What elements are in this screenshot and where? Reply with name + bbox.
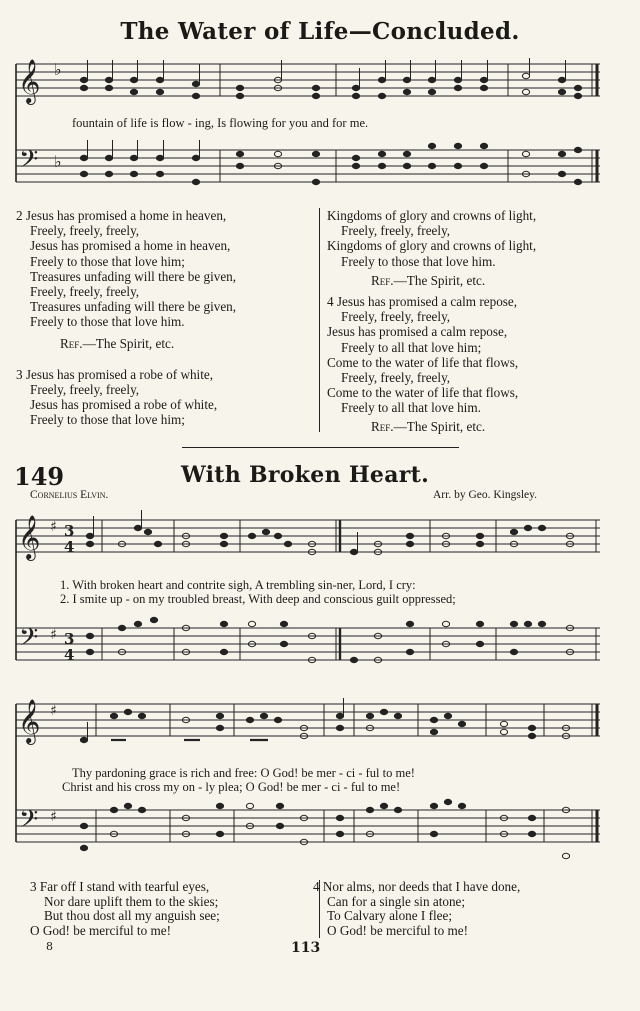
time-signature-top: 3 [64, 522, 75, 540]
bass-clef-icon: 𝄢 [19, 145, 39, 180]
treble-notes [86, 510, 573, 555]
lyric-line-verse-1: Thy pardoning grace is rich and free: O God! be mer - ci - ful to me! [72, 766, 415, 780]
bass-clef-icon: 𝄢 [19, 623, 39, 658]
hymn-title: With Broken Heart. [181, 462, 430, 488]
time-signature-bottom: 4 [64, 538, 75, 556]
verse-3-continued: Kingdoms of glory and crowns of light, Freely, freely, freely, Kingdoms of glory and crowns of light, Freely to those that love him. Ref.—The Spirit, etc. [327, 208, 537, 288]
bass-clef-icon: 𝄢 [19, 805, 39, 840]
page-title: The Water of Life—Concluded. [120, 18, 520, 45]
bass-notes [80, 140, 581, 185]
hymn-number: 149 [14, 462, 65, 491]
verse-3-hymn-149: 3 Far off I stand with tearful eyes, Nor dare uplift them to the skies; But thou dost all my anguish see; O God! be merciful to me! [30, 879, 220, 938]
sharp-icon: ♯ [50, 519, 57, 535]
lyric-line-verse-1: 1. With broken heart and contrite sigh, A trembling sin-ner, Lord, I cry: [60, 578, 416, 592]
bass-notes [86, 617, 573, 662]
time-signature-bottom: 4 [64, 646, 75, 664]
author-credit: Cornelius Elvin. [30, 489, 109, 501]
verse-column-right [327, 208, 536, 434]
treble-clef-icon: 𝄞 [18, 699, 41, 743]
flat-icon: ♭ [54, 152, 62, 171]
lyric-line-verse-2: 2. I smite up - on my troubled breast, With deep and conscious guilt oppressed; [60, 592, 456, 606]
verse-4-hymn-149: 4 Nor alms, nor deeds that I have done, Can for a single sin atone; To Calvary alone I flee; O God! be merciful to me! [313, 879, 521, 938]
sharp-icon: ♯ [50, 627, 57, 643]
column-divider [319, 208, 320, 432]
section-divider [182, 447, 459, 448]
flat-icon: ♭ [54, 60, 62, 79]
arranger-credit: Arr. by Geo. Kingsley. [433, 489, 538, 501]
verse-2: 2 Jesus has promised a home in heaven, Freely, freely, freely, Jesus has promised a home in heaven, Freely to those that love him; Treasures unfading will there be given, Freely, freely, freely, Treasures unfading will there be given, Freely to those that love him. Ref.—The Spirit, etc. [16, 208, 237, 351]
lyric-line: fountain of life is flow - ing, Is flowing for you and for me. [72, 116, 369, 130]
lyric-line-verse-2: Christ and his cross my on - ly plea; O God! be mer - ci - ful to me! [62, 780, 401, 794]
verse-3: 3 Jesus has promised a robe of white, Freely, freely, freely, Jesus has promised a robe of white, Freely to those that love him; [16, 366, 218, 428]
sharp-icon: ♯ [50, 703, 57, 719]
sharp-icon: ♯ [50, 809, 57, 825]
treble-clef-icon: 𝄞 [18, 59, 41, 103]
page-number: 113 [291, 940, 321, 956]
bass-notes [80, 799, 569, 858]
verse-column-left [16, 208, 236, 428]
time-signature-top: 3 [64, 630, 75, 648]
printer-signature: 8 [46, 940, 53, 953]
verse-4: 4 Jesus has promised a calm repose, Freely, freely, freely, Jesus has promised a calm repose, Freely to all that love him; Come to the water of life that flows, Freely, freely, freely, Come to the water of life that flows, Freely to all that love him. Ref.—The Spirit, etc. [327, 294, 519, 434]
treble-clef-icon: 𝄞 [18, 515, 41, 559]
